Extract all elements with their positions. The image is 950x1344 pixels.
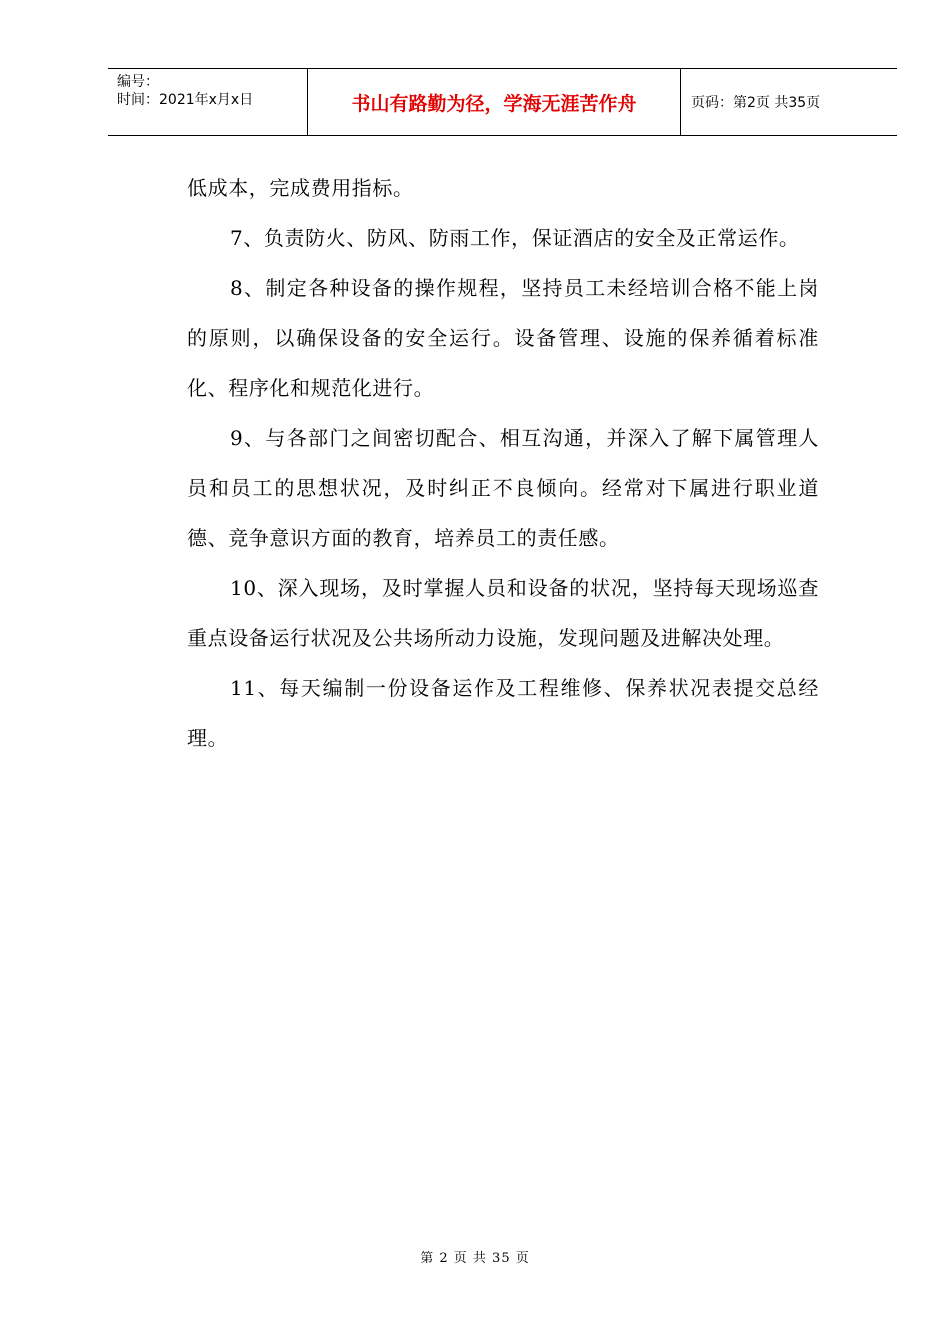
paragraph-item-8: 8、制定各种设备的操作规程，坚持员工未经培训合格不能上岗的原则，以确保设备的安全运行。设备管理、设施的保养循着标准化、程序化和规范化进行。 bbox=[187, 276, 819, 400]
document-header bbox=[108, 68, 897, 136]
header-meta bbox=[108, 69, 308, 135]
time-label: 时间：2021年x月x日 bbox=[117, 92, 254, 108]
paragraph-item-10: 10、深入现场，及时掌握人员和设备的状况，坚持每天现场巡查重点设备运行状况及公共场所动力设施，发现问题及进解决处理。 bbox=[187, 576, 819, 650]
number-label: 编号： bbox=[117, 74, 159, 90]
header-motto: 书山有路勤为径，学海无涯苦作舟 bbox=[308, 69, 681, 135]
paragraph-continuation: 低成本，完成费用指标。 bbox=[187, 176, 414, 200]
paragraph-item-11: 11、每天编制一份设备运作及工程维修、保养状况表提交总经理。 bbox=[187, 676, 819, 750]
page-footer: 第 2 页 共 35 页 bbox=[420, 1251, 530, 1266]
header-page-info: 页码：第2页 共35页 bbox=[691, 95, 821, 111]
document-body bbox=[187, 163, 819, 763]
paragraph-item-9: 9、与各部门之间密切配合、相互沟通，并深入了解下属管理人员和员工的思想状况，及时纠正不良倾向。经常对下属进行职业道德、竞争意识方面的教育，培养员工的责任感。 bbox=[187, 426, 819, 550]
paragraph-item-7: 7、负责防火、防风、防雨工作，保证酒店的安全及正常运作。 bbox=[230, 226, 800, 250]
